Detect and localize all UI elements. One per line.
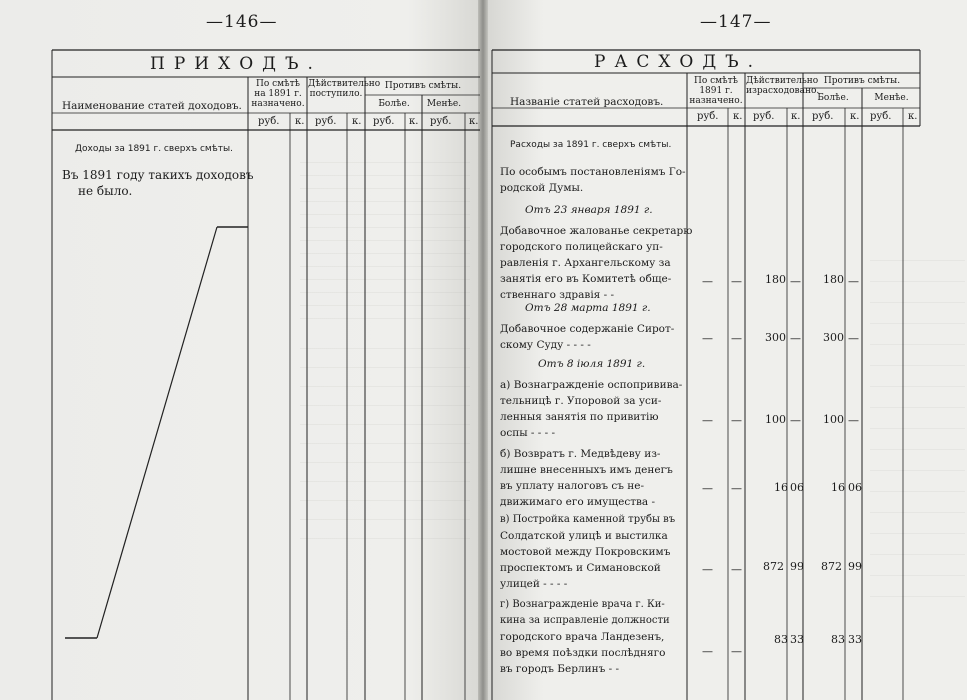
- item-line: улицей - - - -: [500, 578, 568, 590]
- amount-rub: 100: [765, 413, 786, 426]
- unit-rub: руб.: [430, 116, 452, 127]
- amount-rub: 83: [831, 633, 845, 646]
- section-title: ПРИХОДЪ.: [150, 54, 322, 74]
- column-header-more: Болѣе.: [378, 99, 410, 109]
- item-line: тельницѣ г. Упоровой за уси-: [500, 395, 662, 407]
- unit-kop: к.: [409, 116, 419, 127]
- dash: —: [702, 645, 713, 658]
- item-line: скому Суду - - - -: [500, 339, 591, 351]
- page-number: —147—: [700, 12, 772, 32]
- item-line: б) Возвратъ г. Медвѣдеву из-: [500, 448, 661, 460]
- dash: —: [731, 332, 742, 345]
- dash: —: [790, 332, 801, 345]
- resolution-line: родской Думы.: [500, 182, 584, 194]
- amount-rub: 16: [774, 481, 788, 494]
- unit-rub: руб.: [315, 116, 337, 127]
- unit-rub: руб.: [870, 111, 892, 122]
- dash: —: [848, 275, 859, 288]
- unit-kop: к.: [469, 116, 479, 127]
- subtitle: Расходы за 1891 г. сверхъ смѣты.: [510, 140, 672, 150]
- resolution-line: По особымъ постановленіямъ Го-: [500, 166, 686, 178]
- dash: —: [731, 645, 742, 658]
- unit-rub: руб.: [258, 116, 280, 127]
- dash: —: [731, 482, 742, 495]
- item-line: проспектомъ и Симановской: [500, 562, 661, 574]
- dash: —: [790, 414, 801, 427]
- subtitle: Доходы за 1891 г. сверхъ смѣты.: [75, 144, 233, 154]
- unit-rub: руб.: [753, 111, 775, 122]
- column-header-spent: Дѣйствительно израсходовано.: [746, 76, 820, 96]
- amount-kop: 99: [848, 560, 862, 573]
- item-line: равленія г. Архангельскому за: [500, 257, 671, 269]
- unit-rub: руб.: [373, 116, 395, 127]
- item-line: Добавочное жалованье секретарю: [500, 225, 693, 237]
- unit-kop: к.: [733, 111, 743, 122]
- amount-rub: 16: [831, 481, 845, 494]
- amount-rub: 100: [823, 413, 844, 426]
- unit-kop: к.: [908, 111, 918, 122]
- dash: —: [702, 414, 713, 427]
- unit-rub: руб.: [697, 111, 719, 122]
- column-header-less: Менѣе.: [874, 93, 909, 103]
- column-header-received: Дѣйствительно поступило.: [308, 79, 381, 99]
- amount-rub: 180: [823, 273, 844, 286]
- amount-kop: 33: [848, 633, 862, 646]
- amount-rub: 872: [763, 560, 784, 573]
- item-line: во время поѣздки послѣдняго: [500, 647, 666, 659]
- column-header-assigned: По смѣтѣ 1891 г. назначено.: [689, 76, 743, 106]
- amount-kop: 99: [790, 560, 804, 573]
- item-line: движимаго его имущества -: [500, 496, 656, 508]
- text-line: не было.: [78, 184, 133, 198]
- dash: —: [731, 563, 742, 576]
- column-header-vs-estimate: Противъ смѣты.: [823, 76, 901, 86]
- dash: —: [731, 414, 742, 427]
- amount-kop: 06: [790, 481, 804, 494]
- unit-kop: к.: [791, 111, 801, 122]
- item-line: а) Вознагражденіе оспопривива-: [500, 379, 683, 391]
- item-line: оспы - - - -: [500, 427, 556, 439]
- column-header-name: Названіе статей расходовъ.: [510, 96, 664, 108]
- amount-kop: 06: [848, 481, 862, 494]
- item-line: мостовой между Покровскимъ: [500, 546, 671, 558]
- dash: —: [848, 332, 859, 345]
- item-line: городского врача Ландезенъ,: [500, 631, 665, 643]
- date-heading: Отъ 8 іюля 1891 г.: [538, 358, 646, 370]
- item-line: въ уплату налоговъ съ не-: [500, 480, 645, 492]
- dash: —: [702, 563, 713, 576]
- dash: —: [702, 482, 713, 495]
- amount-rub: 180: [765, 273, 786, 286]
- item-line: лишне внесенныхъ имъ денегъ: [500, 464, 673, 476]
- column-header-vs-estimate: Противъ смѣты.: [384, 81, 462, 91]
- section-title: РАСХОДЪ.: [594, 52, 763, 72]
- unit-kop: к.: [850, 111, 860, 122]
- date-heading: Отъ 23 января 1891 г.: [525, 204, 653, 216]
- amount-rub: 83: [774, 633, 788, 646]
- date-heading: Отъ 28 марта 1891 г.: [525, 302, 651, 314]
- item-line: Добавочное содержаніе Сирот-: [500, 323, 675, 335]
- item-line: Солдатской улицѣ и выстилка: [500, 530, 668, 542]
- column-header-more: Болѣе.: [817, 93, 849, 103]
- dash: —: [731, 275, 742, 288]
- item-line: занятія его въ Комитетѣ обще-: [500, 273, 672, 285]
- item-line: въ городъ Берлинъ - -: [500, 663, 620, 675]
- column-header-less: Менѣе.: [426, 99, 462, 109]
- amount-kop: 33: [790, 633, 804, 646]
- dash: —: [790, 275, 801, 288]
- item-line: г) Вознагражденіе врача г. Ки-: [500, 599, 665, 610]
- item-line: городского полицейскаго уп-: [500, 241, 663, 253]
- unit-rub: руб.: [812, 111, 834, 122]
- item-line: кина за исправленіе должности: [500, 615, 670, 626]
- dash: —: [702, 275, 713, 288]
- column-header-name: Наименование статей доходовъ.: [62, 100, 242, 112]
- text-line: Въ 1891 году такихъ доходовъ: [62, 168, 254, 182]
- item-line: в) Постройка каменной трубы въ: [500, 514, 676, 525]
- amount-rub: 872: [821, 560, 842, 573]
- column-header-assigned: По смѣтѣ на 1891 г. назначено.: [251, 79, 305, 109]
- item-line: ственнаго здравія - -: [500, 289, 615, 301]
- page-number: —146—: [206, 12, 278, 32]
- amount-rub: 300: [765, 331, 786, 344]
- amount-rub: 300: [823, 331, 844, 344]
- dash: —: [702, 332, 713, 345]
- unit-kop: к.: [295, 116, 305, 127]
- unit-kop: к.: [352, 116, 362, 127]
- dash: —: [848, 414, 859, 427]
- item-line: ленныя занятія по привитію: [500, 411, 659, 423]
